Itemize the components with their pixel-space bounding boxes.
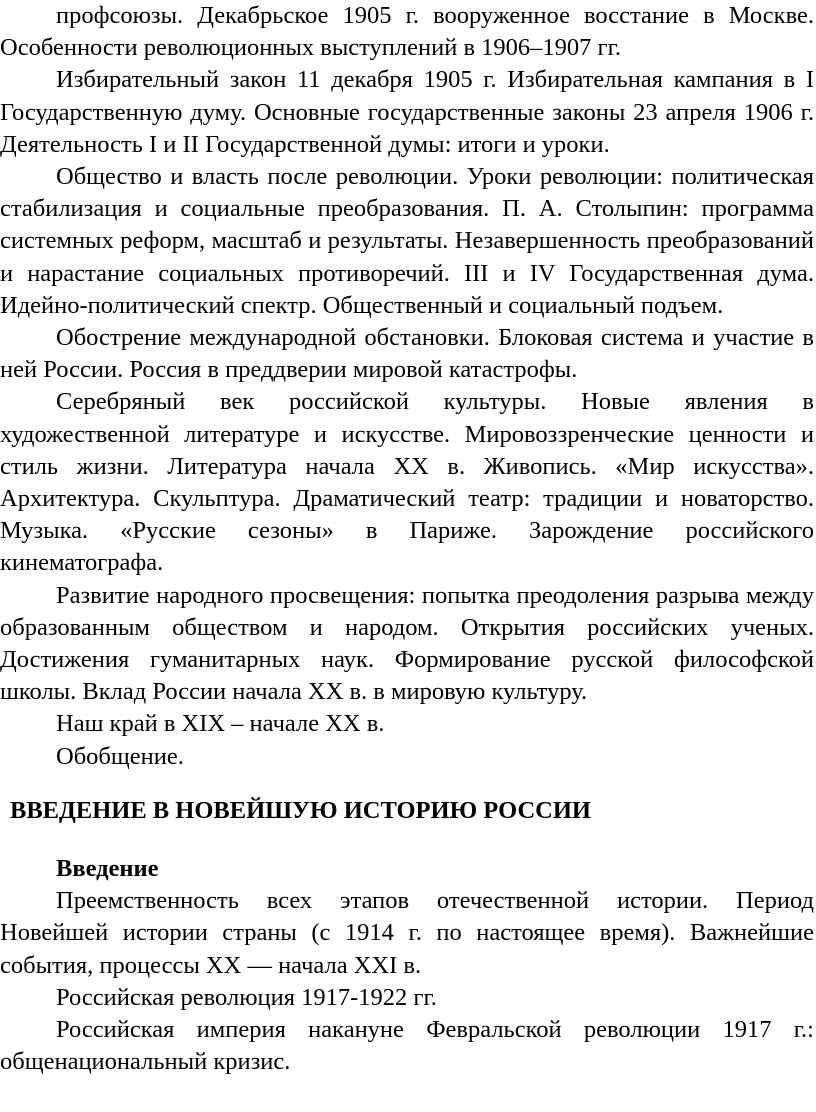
paragraph-education: Развитие народного просвещения: попытка преодоления разрыва между образованным обществом и народом. Открытия российских ученых. Достижения гуманитарных наук. Формирование русской философской школы. Вклад России начала XX в. в мировую культуру. — [0, 581, 814, 706]
paragraph-society-and-power: Общество и власть после революции. Уроки революции: политическая стабилизация и социальные преобразования. П. А. Столыпин: программа системных реформ, масштаб и результаты. Незавершенность преобразований и нарастание социальных противоречий. III и IV Государственная дума. Идейно-политический спектр. Общественный и социальный подъем. — [0, 163, 814, 319]
spacer — [0, 773, 816, 795]
paragraph-empire-crisis: Российская империя накануне Февральской революции 1917 г.: общенациональный кризис. — [0, 1016, 814, 1076]
section-heading: ВВЕДЕНИЕ В НОВЕЙШУЮ ИСТОРИЮ РОССИИ — [10, 796, 591, 824]
spacer — [0, 827, 816, 853]
paragraph-1905-uprising: профсоюзы. Декабрьское 1905 г. вооруженное восстание в Москве. Особенности революционных выступлений в 1906–1907 гг. — [0, 2, 814, 62]
paragraph-continuity: Преемственность всех этапов отечественной истории. Период Новейшей истории страны (с 1914 г. по настоящее время). Важнейшие события, процессы XX — начала XXI в. — [0, 887, 814, 979]
paragraph-summary: Обобщение. — [56, 742, 184, 770]
subsection-heading: Введение — [56, 855, 159, 883]
paragraph-silver-age: Серебряный век российской культуры. Новые явления в художественной литературе и искусстве. Мировоззренческие ценности и стиль жизни. Литература начала XX в. Живопись. «Мир искусства». Архитектура. Скульптура. Драматический театр: традиции и новаторство. Музыка. «Русские сезоны» в Париже. Зарождение российского кинематографа. — [0, 388, 814, 577]
paragraph-international-situation: Обострение международной обстановки. Блоковая система и участие в ней России. Россия в преддверии мировой катастрофы. — [0, 324, 814, 384]
paragraph-revolution-1917: Российская революция 1917-1922 гг. — [56, 983, 437, 1011]
paragraph-electoral-law: Избирательный закон 11 декабря 1905 г. Избирательная кампания в I Государственную думу. Основные государственные законы 23 апреля 1906 г. Деятельность I и II Государственной думы: итоги и уроки. — [0, 66, 814, 158]
paragraph-our-region: Наш край в XIX – начале XX в. — [56, 710, 385, 738]
